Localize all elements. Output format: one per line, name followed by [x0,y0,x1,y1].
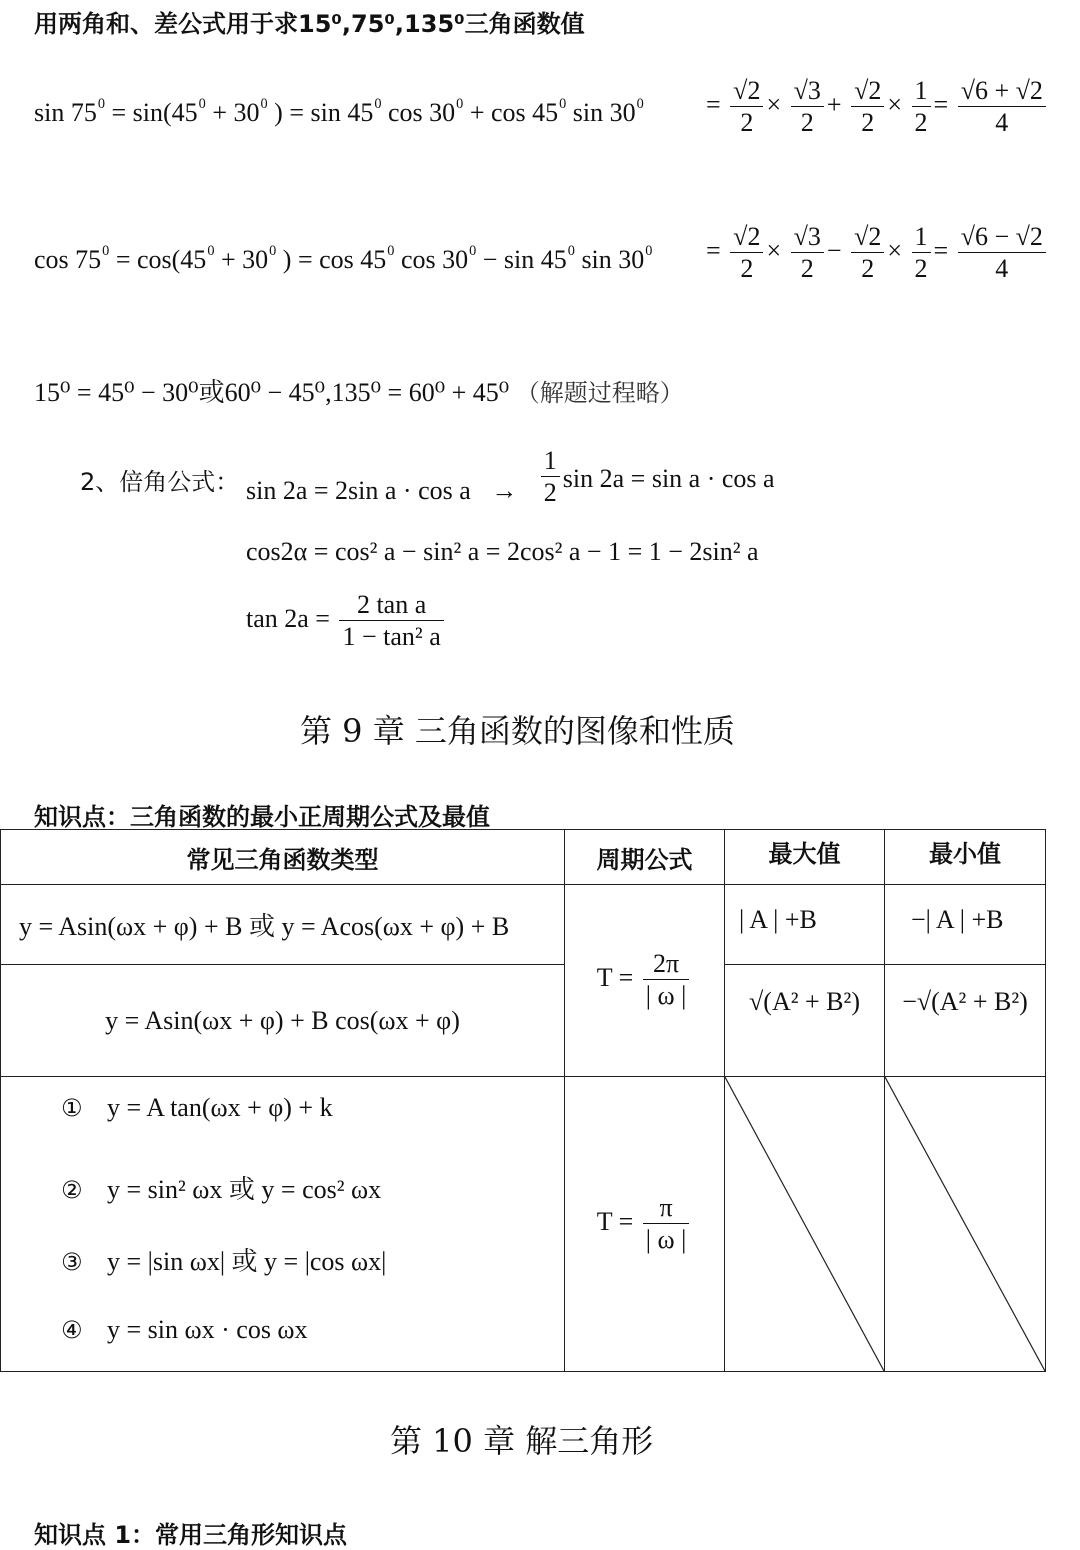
section-title: 用两角和、差公式用于求15⁰,75⁰,135⁰三角函数值 [34,10,585,38]
row1-max: | A | +B [725,885,885,965]
sin75-fractions: = $\frac{√2}{2}$ × $\frac{√3}{2}$ + $\frac{√2}{2}$ × $\frac{1}{2}$ = $\frac{√6 + √2}{4}$ [706,76,1049,138]
period-cell-1: T = $\frac{2\pi}{| \omega |}$ [565,885,725,1077]
row2-type: y = Asin(ωx + φ) + B cos(ωx + φ) [1,965,565,1077]
row3-min-empty [885,1077,1046,1372]
cos75-fractions: = $\frac{√2}{2}$ × $\frac{√3}{2}$ − $\frac{√2}{2}$ × $\frac{1}{2}$ = $\frac{√6 - √2}{4}$ [706,222,1049,284]
tan-double-angle: tan 2a = $\frac{\text{2 tan a}}{\text{1 − tan² a}}$ [246,590,447,652]
remark-text: （解题过程略） [515,379,684,407]
sin-double-angle: sin 2a = 2sin a · cos a → $\frac{1}{2}$ sin 2a = sin a · cos a [246,446,775,507]
header-max: 最大值 [725,830,885,885]
row2-max: √(A² + B²) [725,965,885,1077]
header-type: 常见三角函数类型 [1,830,565,885]
list-item-2: ② y = sin² ωx 或 y = cos² ωx [61,1175,382,1204]
row3-type-list [1,1077,565,1372]
cos-double-angle: cos2α = cos² a − sin² a = 2cos² a − 1 = 1 − 2sin² a [246,537,759,566]
cos75-equation: $\cos 75^0 = \cos(45^0 + 30^0$ ) = $\cos 45^0$ $\cos 30^0 - \sin 45^0$ $\sin 30^0$ [34,243,653,274]
row1-type: y = Asin(ωx + φ) + B 或 y = Acos(ωx + φ) + B [1,885,565,965]
period-cell-2: T = $\frac{\pi}{| \omega |}$ [565,1077,725,1372]
list-item-1: ① y = A tan(ωx + φ) + k [61,1093,333,1122]
chapter-10-heading: 第 10 章 解三角形 [390,1422,654,1460]
row2-min: −√(A² + B²) [885,965,1046,1077]
row3-max-empty [725,1077,885,1372]
knowledge-title: 知识点：三角函数的最小正周期公式及最值 [34,803,490,831]
sin75-equation: $\sin 75^0 = \sin(45^0 + 30^0$ ) = $\sin 45^0$ $\cos 30^0 + \cos 45^0$ $\sin 30^0$ [34,96,644,127]
angle-decomposition: 15⁰ = 45⁰ − 30⁰或60⁰ − 45⁰,135⁰ = 60⁰ + 45⁰ （解题过程略） [34,378,684,407]
list-item-4: ④ y = sin ωx · cos ωx [61,1315,308,1344]
list-item-3: ③ y = |sin ωx| 或 y = |cos ωx| [61,1247,387,1276]
header-min: 最小值 [885,830,1046,885]
row1-min: −| A | +B [885,885,1046,965]
chapter-9-heading: 第 9 章 三角函数的图像和性质 [300,712,735,750]
double-angle-label: 2、倍角公式： [80,468,240,496]
header-period: 周期公式 [565,830,725,885]
knowledge-1-title: 知识点 1：常用三角形知识点 [34,1521,348,1549]
period-table [0,829,1046,1372]
